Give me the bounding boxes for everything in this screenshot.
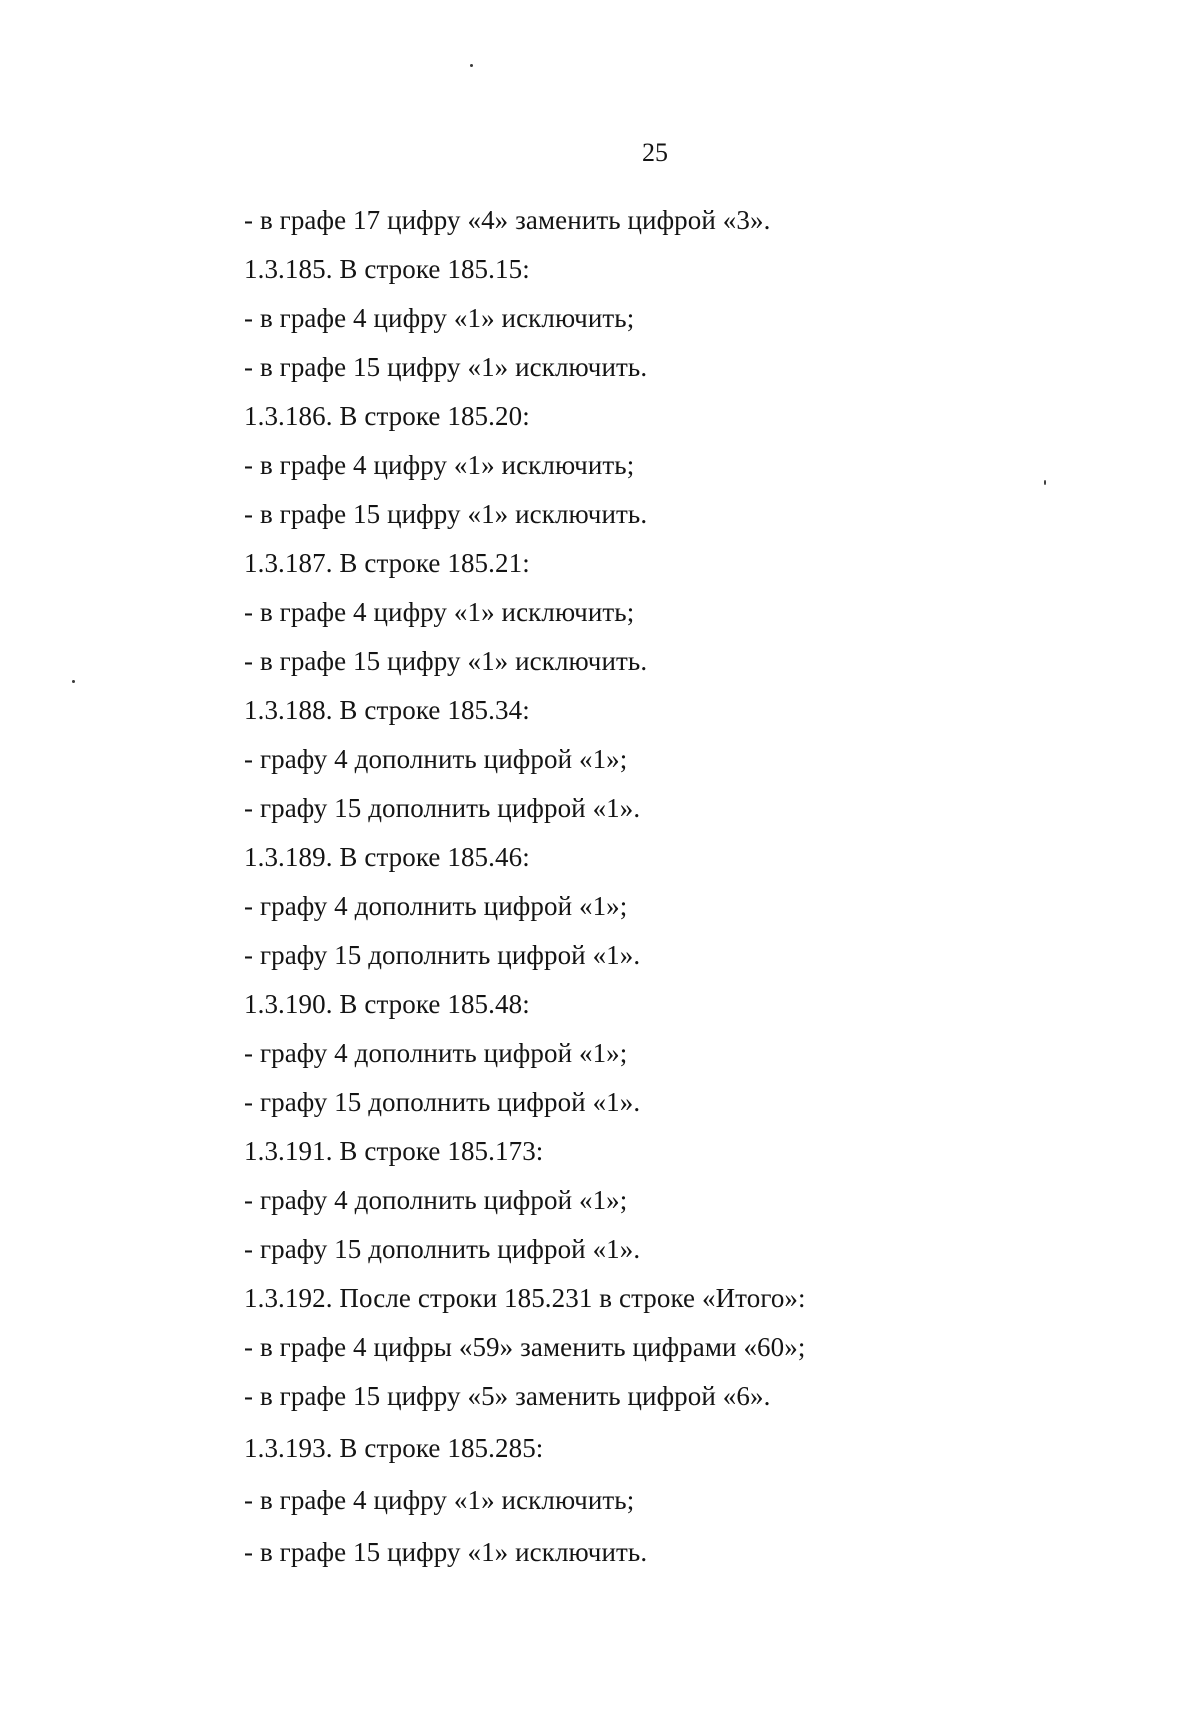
section-heading: 1.3.187. В строке 185.21: xyxy=(244,548,530,578)
text-line: - графу 15 дополнить цифрой «1». xyxy=(244,940,641,970)
text-line: - в графе 15 цифру «5» заменить цифрой «6». xyxy=(244,1381,771,1411)
page-number: 25 xyxy=(642,138,668,167)
text-line: - графу 15 дополнить цифрой «1». xyxy=(244,1087,641,1117)
text-line: - графу 15 дополнить цифрой «1». xyxy=(244,793,641,823)
text-line: - графу 4 дополнить цифрой «1»; xyxy=(244,891,628,921)
text-line: - графу 15 дополнить цифрой «1». xyxy=(244,1234,641,1264)
text-line: - в графе 15 цифру «1» исключить. xyxy=(244,499,648,529)
text-line: - в графе 4 цифру «1» исключить; xyxy=(244,597,635,627)
section-heading: 1.3.189. В строке 185.46: xyxy=(244,842,530,872)
text-line: - в графе 4 цифру «1» исключить; xyxy=(244,450,635,480)
scan-speck xyxy=(470,64,473,67)
section-heading: 1.3.185. В строке 185.15: xyxy=(244,254,530,284)
text-line: - графу 4 дополнить цифрой «1»; xyxy=(244,1038,628,1068)
text-line: - в графе 4 цифру «1» исключить; xyxy=(244,303,635,333)
text-line: - в графе 15 цифру «1» исключить. xyxy=(244,1537,648,1567)
document-body xyxy=(244,196,1144,1577)
text-line: - графу 4 дополнить цифрой «1»; xyxy=(244,744,628,774)
section-heading: 1.3.190. В строке 185.48: xyxy=(244,989,530,1019)
text-line: - графу 4 дополнить цифрой «1»; xyxy=(244,1185,628,1215)
section-heading: 1.3.191. В строке 185.173: xyxy=(244,1136,544,1166)
text-line: - в графе 4 цифру «1» исключить; xyxy=(244,1485,635,1515)
section-heading: 1.3.188. В строке 185.34: xyxy=(244,695,530,725)
section-heading: 1.3.186. В строке 185.20: xyxy=(244,401,530,431)
text-line: - в графе 17 цифру «4» заменить цифрой «3». xyxy=(244,205,771,235)
text-line: - в графе 4 цифры «59» заменить цифрами «60»; xyxy=(244,1332,806,1362)
text-line: - в графе 15 цифру «1» исключить. xyxy=(244,646,648,676)
section-heading: 1.3.192. После строки 185.231 в строке «Итого»: xyxy=(244,1283,806,1313)
text-line: - в графе 15 цифру «1» исключить. xyxy=(244,352,648,382)
section-heading: 1.3.193. В строке 185.285: xyxy=(244,1433,544,1463)
scan-speck xyxy=(72,680,75,683)
